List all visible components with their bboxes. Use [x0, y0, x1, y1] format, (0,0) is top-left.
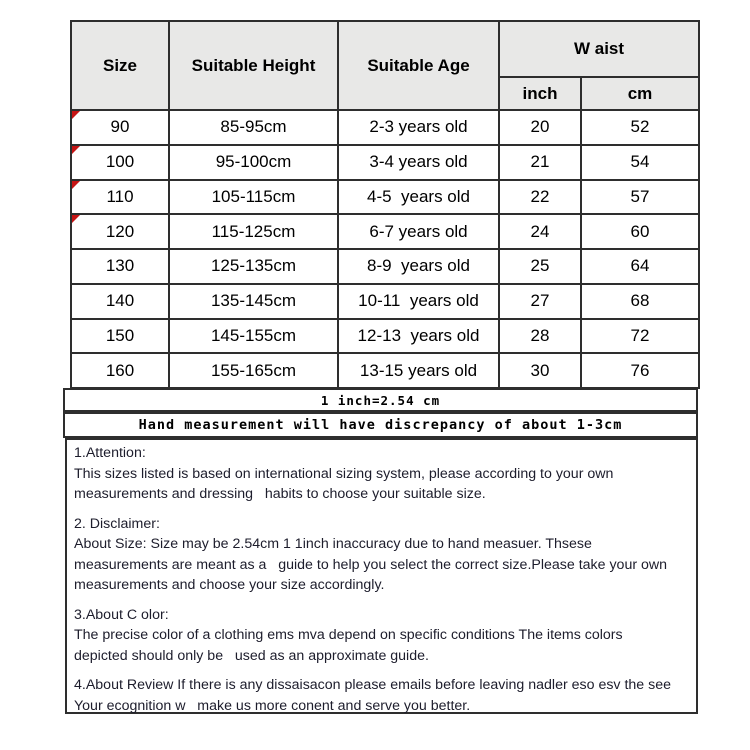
note-line: measurements and dressing habits to choose your suitable size. [74, 486, 486, 502]
cell-size: 150 [71, 319, 169, 354]
cell-waist-cm: 54 [581, 145, 699, 180]
comment-corner-icon [72, 111, 80, 119]
cell-age: 3-4 years old [338, 145, 499, 180]
note-line: Your ecognition w make us more conent and serve you better. [74, 697, 471, 714]
cell-height: 115-125cm [169, 214, 338, 249]
table-row [71, 353, 699, 388]
cell-size: 160 [71, 353, 169, 388]
header-waist: W aist [499, 21, 699, 77]
inch-conversion-note: 1 inch=2.54 cm [63, 388, 698, 412]
cell-waist-cm: 64 [581, 249, 699, 284]
cell-waist-cm: 76 [581, 353, 699, 388]
header-waist-cm: cm [581, 77, 699, 110]
cell-height: 145-155cm [169, 319, 338, 354]
hand-measurement-note: Hand measurement will have discrepancy of about 1-3cm [63, 412, 698, 438]
cell-height: 135-145cm [169, 284, 338, 319]
table-row [71, 249, 699, 284]
cell-size-value: 120 [105, 221, 135, 241]
cell-age: 4-5 years old [338, 180, 499, 215]
note-line: This sizes listed is based on international sizing system, please according to your own [74, 465, 614, 482]
header-size: Size [71, 21, 169, 110]
cell-waist-inch: 24 [499, 214, 581, 249]
cell-waist-inch: 25 [499, 249, 581, 284]
table-row [71, 284, 699, 319]
cell-height: 155-165cm [169, 353, 338, 388]
cell-size [71, 110, 169, 145]
cell-size: 130 [71, 249, 169, 284]
cell-size: 140 [71, 284, 169, 319]
note-line: About Size: Size may be 2.54cm 1 1inch inaccuracy due to hand measuer. Thsese [74, 536, 592, 552]
table-row [71, 110, 699, 145]
cell-waist-cm: 60 [581, 214, 699, 249]
note-disclaimer [74, 514, 689, 596]
cell-waist-cm: 57 [581, 180, 699, 215]
cell-height: 85-95cm [169, 110, 338, 145]
cell-age: 12-13 years old [338, 319, 499, 354]
note-line: 2. Disclaimer: [74, 515, 160, 532]
cell-waist-cm: 72 [581, 319, 699, 354]
cell-age: 2-3 years old [338, 110, 499, 145]
note-line: measurements and choose your size accordingly. [74, 577, 385, 593]
note-about-review [74, 675, 689, 716]
cell-size-value: 110 [106, 186, 134, 206]
notes-section [65, 438, 698, 714]
table-row [71, 319, 699, 354]
table-row [71, 180, 699, 215]
cell-waist-inch: 21 [499, 145, 581, 180]
cell-height: 105-115cm [169, 180, 338, 215]
table-row [71, 214, 699, 249]
cell-size [71, 180, 169, 215]
cell-age: 8-9 years old [338, 249, 499, 284]
cell-waist-inch: 27 [499, 284, 581, 319]
cell-waist-inch: 22 [499, 180, 581, 215]
note-line: The precise color of a clothing ems mva depend on specific conditions The items colors [74, 627, 623, 643]
header-suitable-age: Suitable Age [338, 21, 499, 110]
comment-corner-icon [72, 146, 80, 154]
note-line: 1.Attention: [74, 445, 146, 461]
cell-age: 10-11 years old [338, 284, 499, 319]
header-suitable-height: Suitable Height [169, 21, 338, 110]
comment-corner-icon [72, 181, 80, 189]
note-attention [74, 443, 689, 505]
header-row-top [71, 21, 699, 77]
header-waist-inch: inch [499, 77, 581, 110]
note-line: depicted should only be used as an approximate guide. [74, 647, 429, 664]
cell-waist-inch: 28 [499, 319, 581, 354]
cell-size-value: 90 [110, 117, 130, 137]
table-row [71, 145, 699, 180]
cell-size-value: 100 [105, 152, 135, 172]
cell-height: 125-135cm [169, 249, 338, 284]
cell-age: 13-15 years old [338, 353, 499, 388]
size-chart-table [70, 20, 700, 389]
cell-waist-cm: 52 [581, 110, 699, 145]
cell-waist-inch: 30 [499, 353, 581, 388]
note-line: measurements are meant as a guide to help you select the correct size.Please take your own [74, 556, 668, 573]
cell-height: 95-100cm [169, 145, 338, 180]
cell-waist-cm: 68 [581, 284, 699, 319]
note-line: 3.About C olor: [74, 606, 169, 623]
cell-size [71, 214, 169, 249]
cell-size [71, 145, 169, 180]
note-line: 4.About Review If there is any dissaisacon please emails before leaving nadler eso esv the see [74, 677, 672, 693]
comment-corner-icon [72, 215, 80, 223]
cell-age: 6-7 years old [338, 214, 499, 249]
note-about-color [74, 605, 689, 667]
cell-waist-inch: 20 [499, 110, 581, 145]
